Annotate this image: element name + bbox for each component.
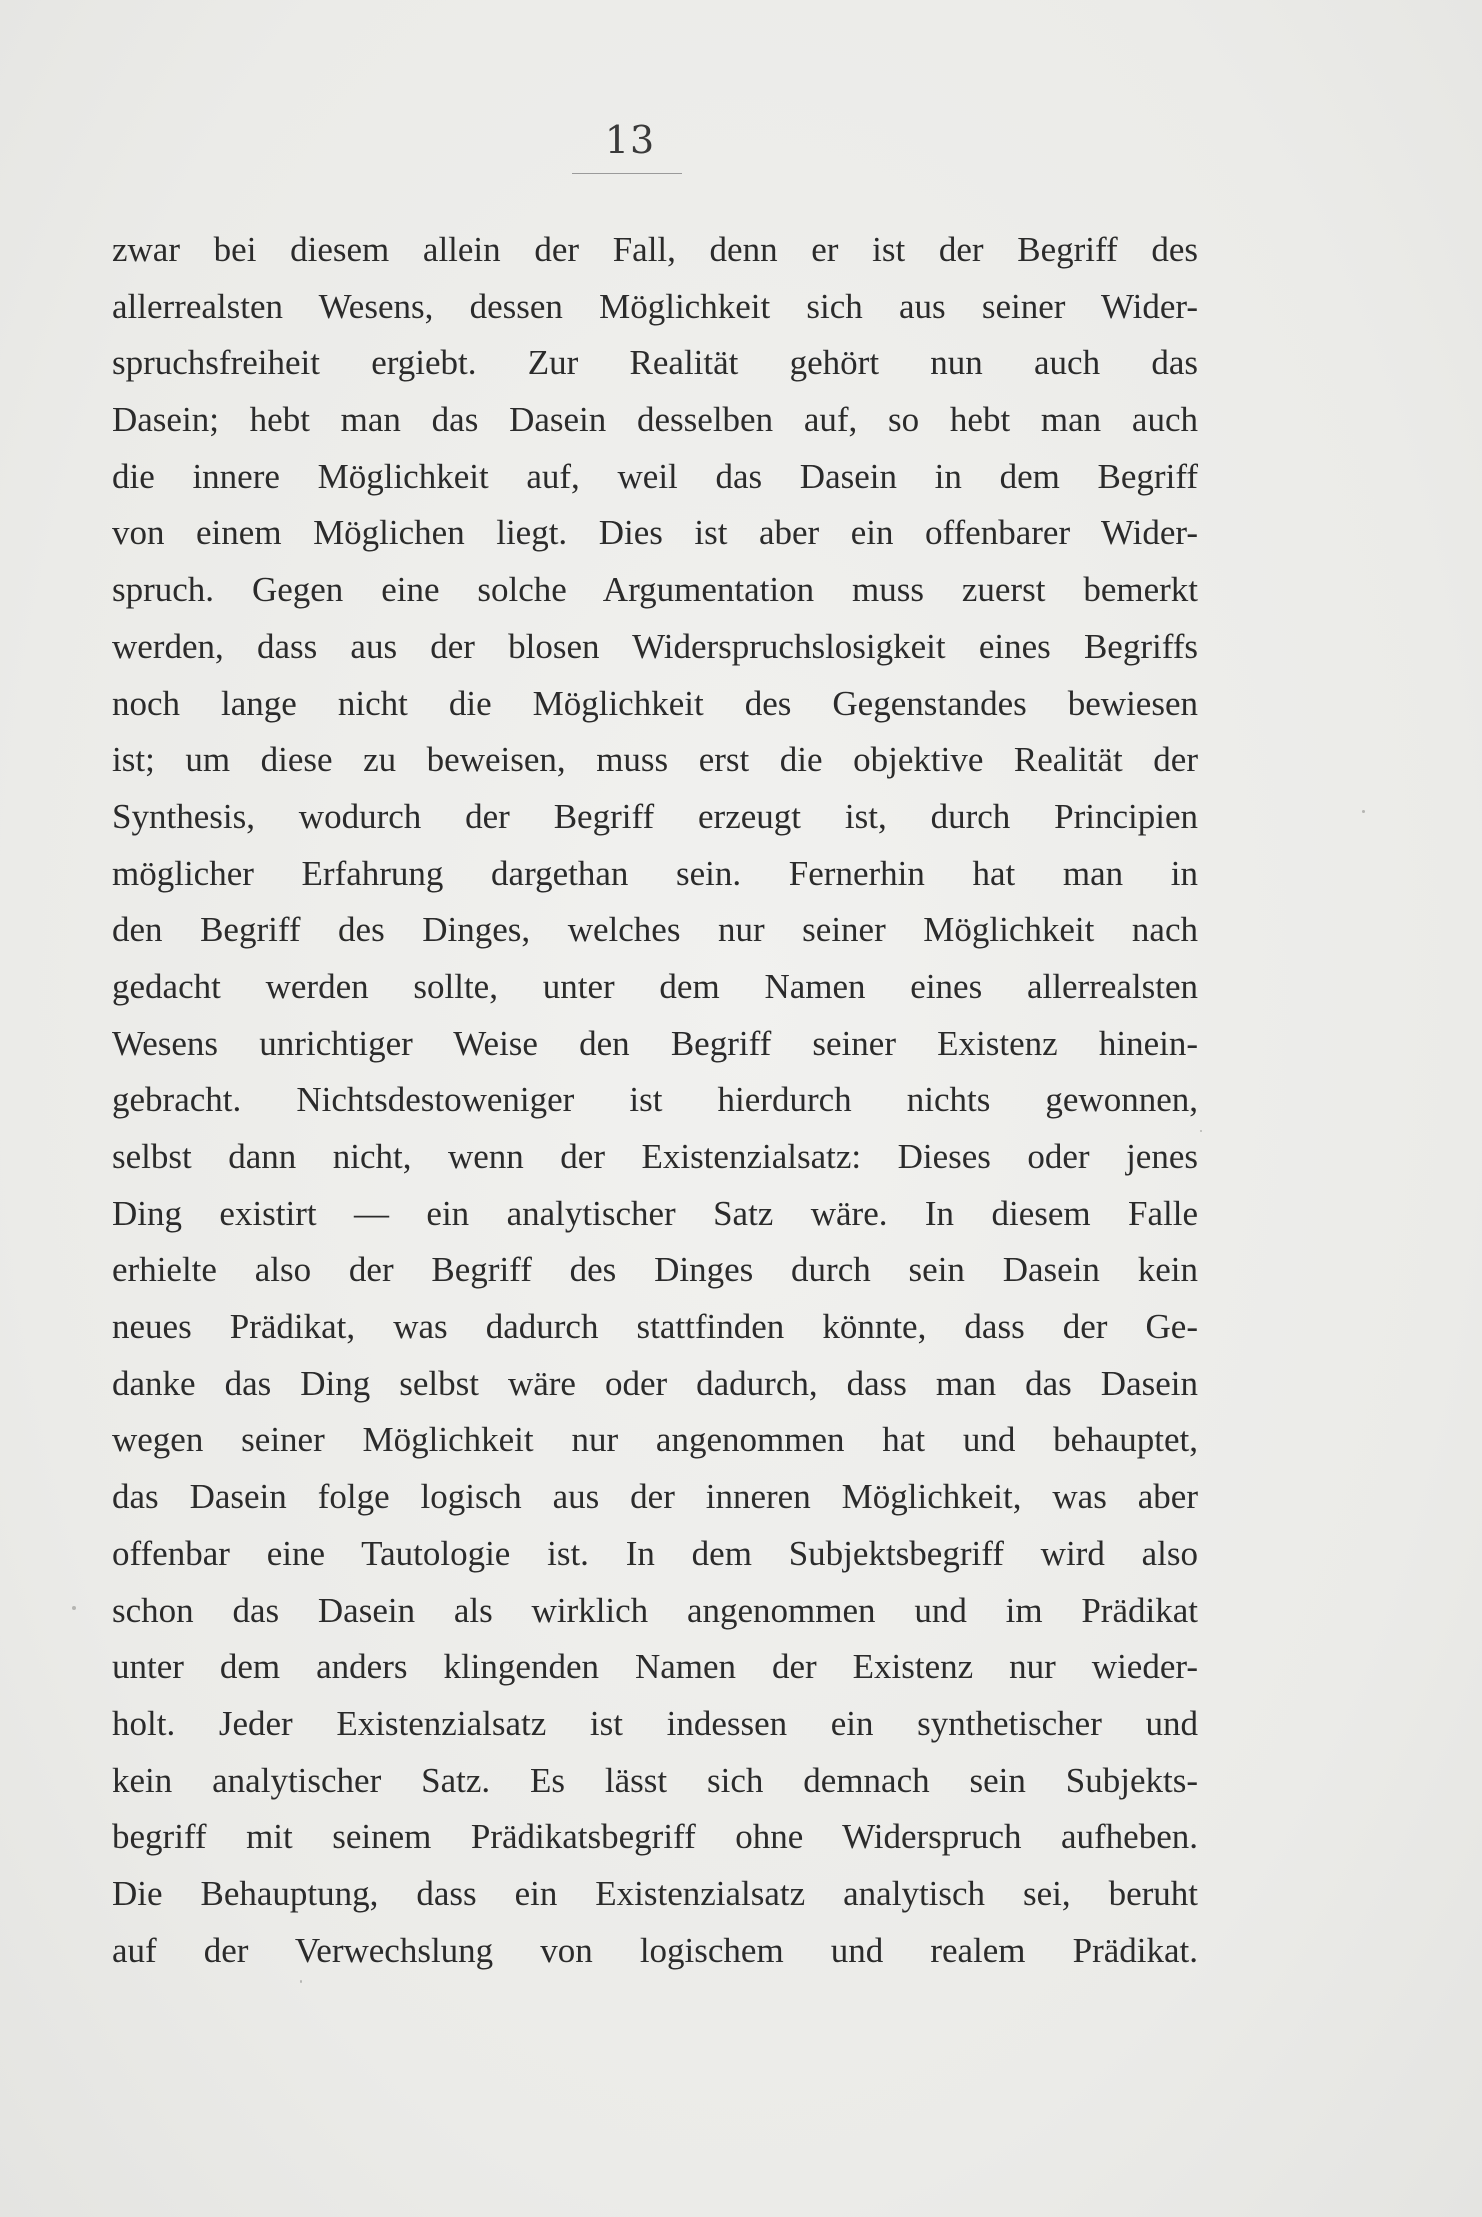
text-line: den Begriff des Dinges, welches nur seiner Möglichkeit nach (112, 910, 1198, 950)
page-number-rule (572, 173, 682, 174)
text-line: kein analytischer Satz. Es lässt sich demnach sein Subjekts- (112, 1760, 1198, 1800)
text-line: von einem Möglichen liegt. Dies ist aber ein offenbarer Wider- (112, 513, 1198, 553)
paper-speck (1362, 810, 1365, 813)
text-line: neues Prädikat, was dadurch stattfinden könnte, dass der Ge- (112, 1307, 1198, 1347)
text-line: schon das Dasein als wirklich angenommen und im Prädikat (112, 1590, 1198, 1630)
text-line: ist; um diese zu beweisen, muss erst die objektive Realität der (112, 740, 1198, 780)
text-line: unter dem anders klingenden Namen der Existenz nur wieder- (112, 1647, 1198, 1687)
text-line: spruch. Gegen eine solche Argumentation muss zuerst bemerkt (112, 570, 1198, 610)
text-line: Die Behauptung, dass ein Existenzialsatz analytisch sei, beruht (112, 1873, 1198, 1913)
text-line: allerrealsten Wesens, dessen Möglichkeit sich aus seiner Wider- (112, 286, 1198, 326)
text-line: Synthesis, wodurch der Begriff erzeugt ist, durch Principien (112, 796, 1198, 836)
page-number: 13 (604, 118, 656, 162)
text-line: gebracht. Nichtsdestoweniger ist hierdurch nichts gewonnen, (112, 1080, 1198, 1120)
text-line: holt. Jeder Existenzialsatz ist indessen ein synthetischer und (112, 1703, 1198, 1743)
paper-speck (1200, 1130, 1202, 1132)
text-line: möglicher Erfahrung dargethan sein. Fernerhin hat man in (112, 853, 1198, 893)
text-line: noch lange nicht die Möglichkeit des Gegenstandes bewiesen (112, 683, 1198, 723)
text-line: selbst dann nicht, wenn der Existenzialsatz: Dieses oder jenes (112, 1137, 1198, 1176)
text-line: das Dasein folge logisch aus der inneren Möglichkeit, was aber (112, 1477, 1198, 1517)
text-line: offenbar eine Tautologie ist. In dem Subjektsbegriff wird also (112, 1533, 1198, 1573)
text-line: werden, dass aus der blosen Widerspruchslosigkeit eines Begriffs (112, 626, 1198, 666)
text-line: auf der Verwechslung von logischem und realem Prädikat. (112, 1930, 1198, 1970)
text-line: begriff mit seinem Prädikatsbegriff ohne Widerspruch aufheben. (112, 1817, 1198, 1857)
text-line: zwar bei diesem allein der Fall, denn er ist der Begriff des (112, 230, 1198, 269)
text-line: Wesens unrichtiger Weise den Begriff seiner Existenz hinein- (112, 1023, 1198, 1063)
paper-speck (300, 1980, 302, 1983)
text-line: spruchsfreiheit ergiebt. Zur Realität gehört nun auch das (112, 343, 1198, 383)
text-line: gedacht werden sollte, unter dem Namen eines allerrealsten (112, 966, 1198, 1006)
paper-speck (72, 1606, 76, 1610)
text-line: wegen seiner Möglichkeit nur angenommen hat und behauptet, (112, 1420, 1198, 1460)
text-line: erhielte also der Begriff des Dinges durch sein Dasein kein (112, 1250, 1198, 1290)
text-line: Ding existirt — ein analytischer Satz wäre. In diesem Falle (112, 1193, 1198, 1233)
text-line: Dasein; hebt man das Dasein desselben auf, so hebt man auch (112, 400, 1198, 440)
body-text (112, 222, 1198, 1979)
text-line: danke das Ding selbst wäre oder dadurch, dass man das Dasein (112, 1363, 1198, 1403)
text-line: die innere Möglichkeit auf, weil das Dasein in dem Begriff (112, 456, 1198, 496)
